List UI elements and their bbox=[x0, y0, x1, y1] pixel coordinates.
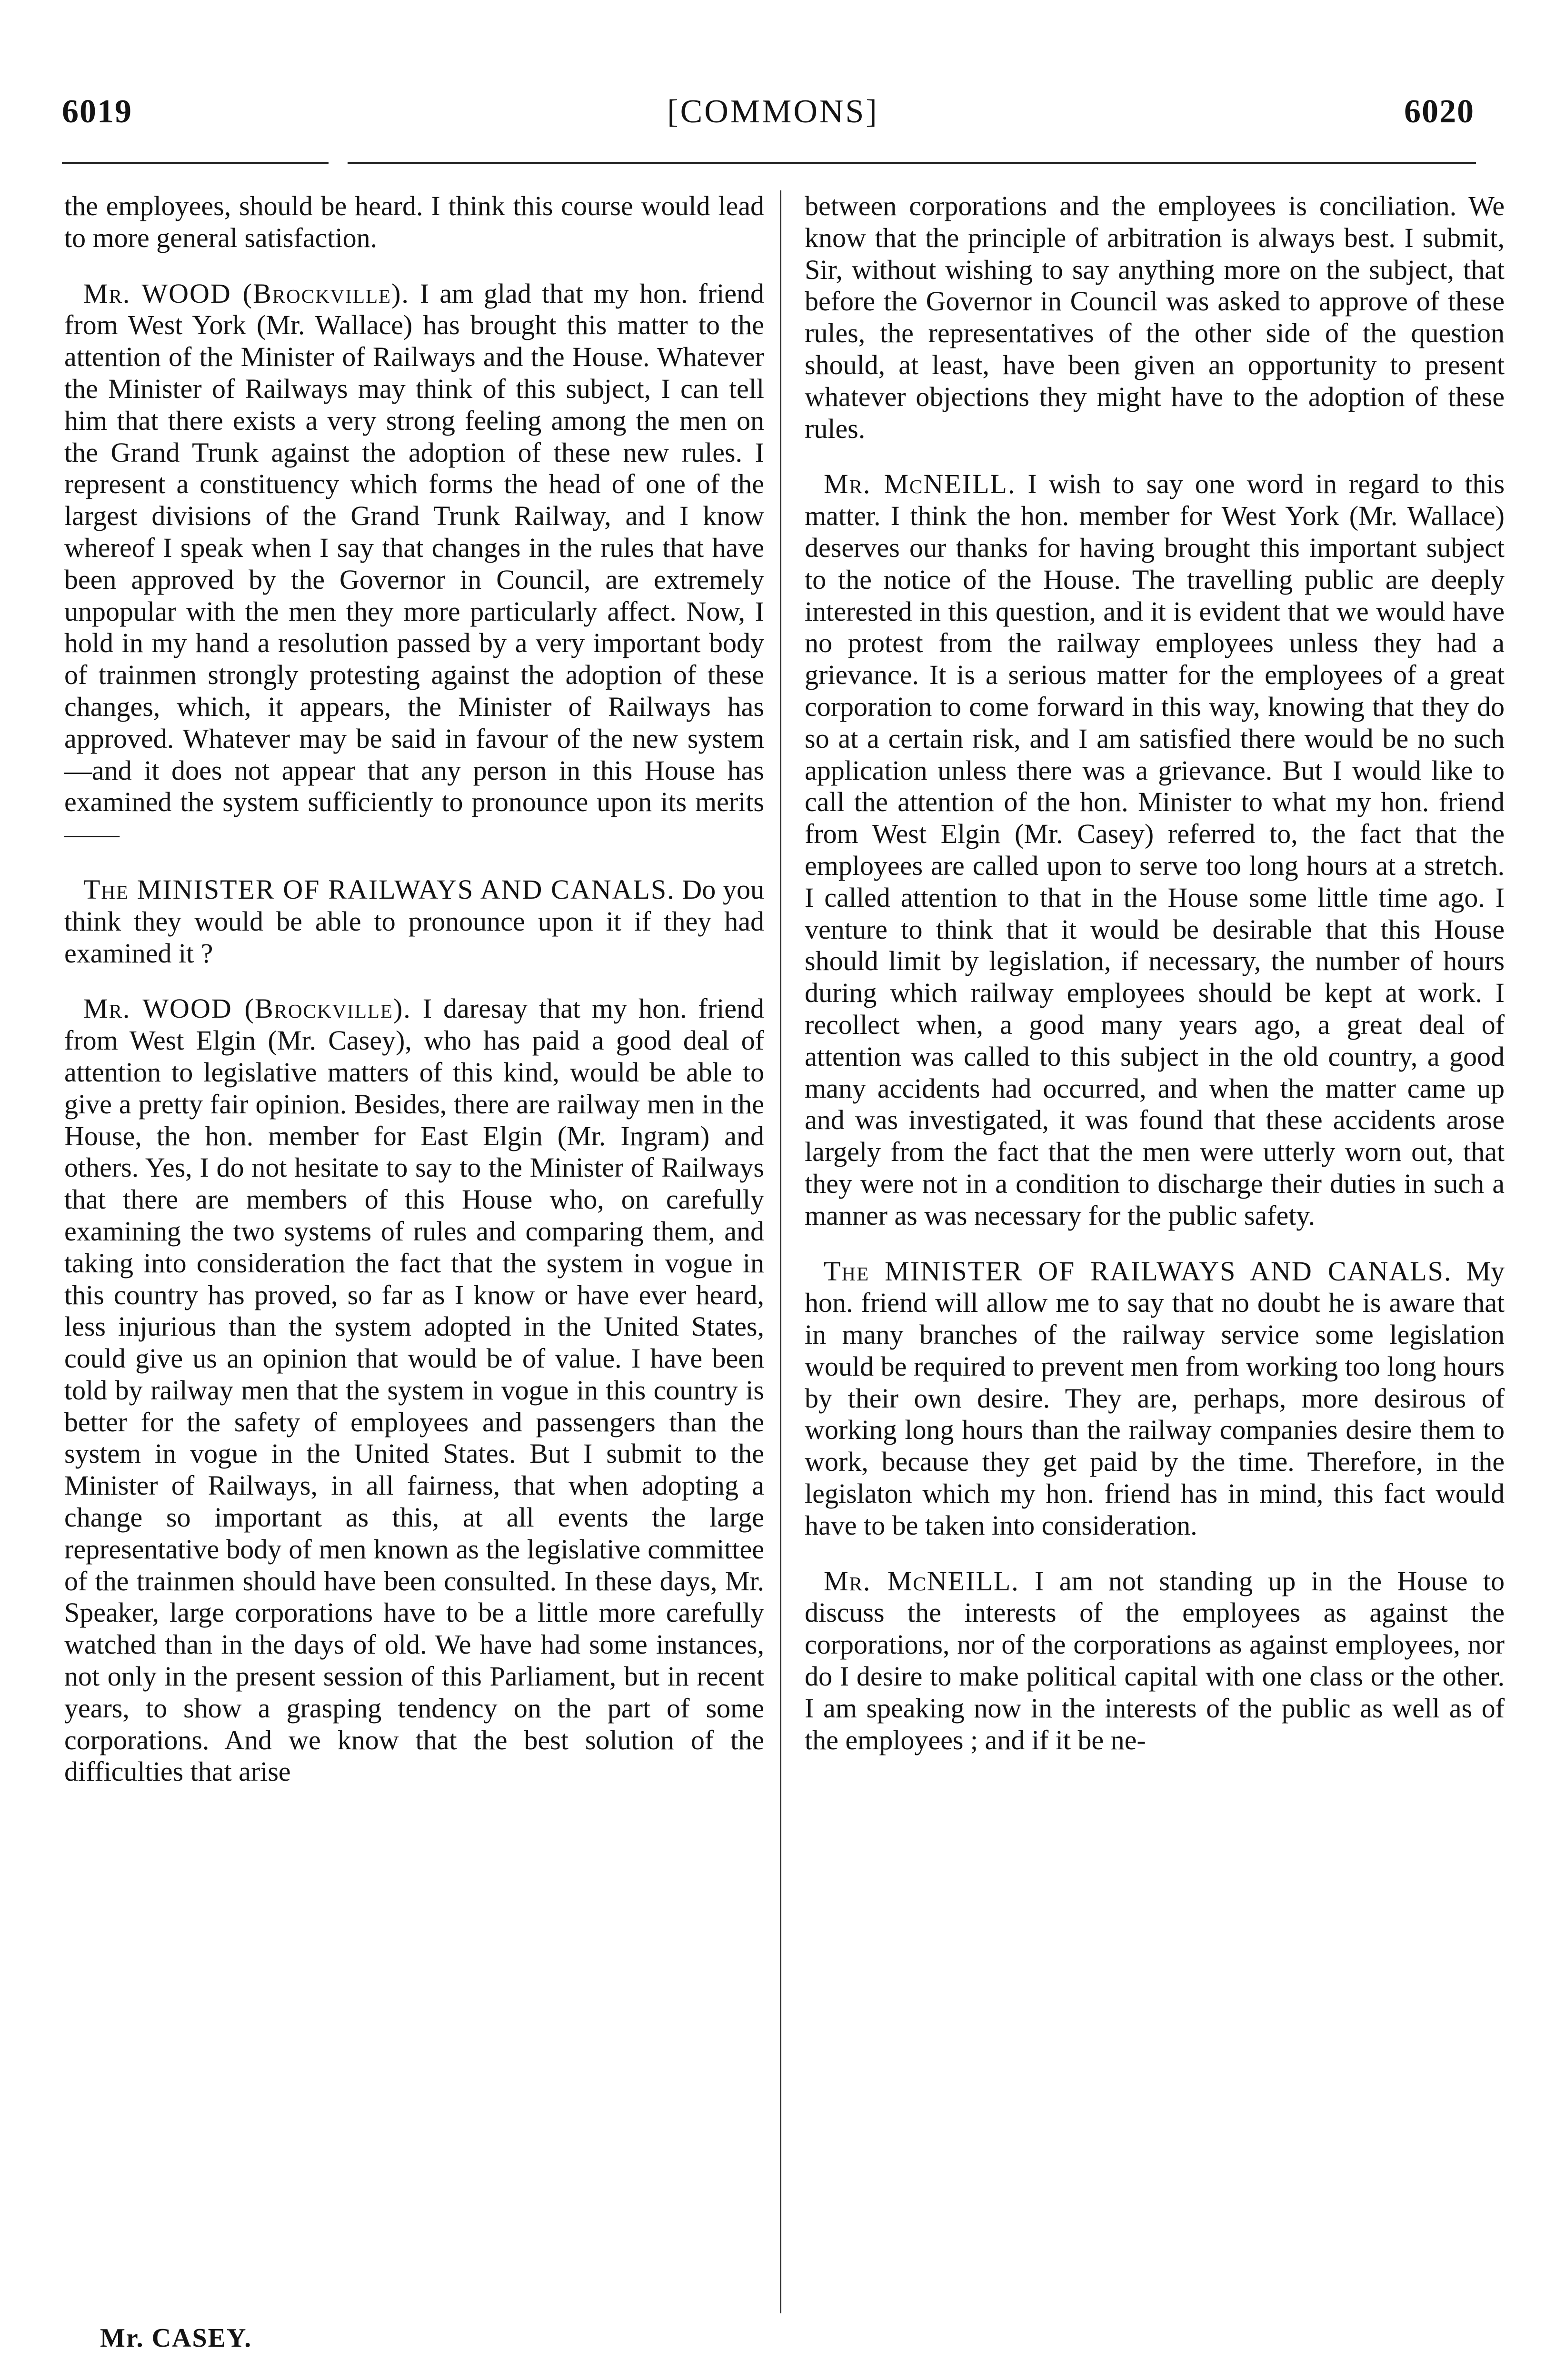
speaker-name: Mr. WOOD (Brockville). bbox=[83, 278, 409, 309]
paragraph bbox=[64, 190, 764, 254]
paragraph bbox=[805, 1256, 1505, 1542]
paragraph bbox=[64, 278, 764, 850]
header-rule-left bbox=[62, 162, 329, 164]
speaker-name: Mr. McNEILL. bbox=[824, 468, 1016, 500]
paragraph-text: the employees, should be heard. I think this course would lead to more general satisfaction. bbox=[64, 190, 764, 253]
running-head: [COMMONS] bbox=[667, 93, 879, 130]
right-column bbox=[805, 190, 1505, 1780]
speaker-name: Mr. WOOD (Brockville). bbox=[83, 993, 411, 1024]
paragraph bbox=[64, 874, 764, 969]
paragraph-text: between corporations and the employees is conciliation. We know that the principle of arbitration is always best. I submit, Sir, without wishing to say anything more on the subject, that before the Governor in Council was asked to approve of these rules, the representatives of the other side of the question should, at least, have been given an opportunity to present whatever objections they might have to the adoption of these rules. bbox=[805, 190, 1505, 444]
speaker-name: The MINISTER OF RAILWAYS AND CANALS. bbox=[83, 873, 675, 905]
paragraph-text: My hon. friend will allow me to say that no doubt he is aware that in many branches of the railway service some legislation would be required to prevent men from working too long hours by their own desire. They are, perhaps, more desirous of working long hours than the railway companies desire them to work, because they get paid by the time. Therefore, in the legislaton which my hon. friend has in mind, this fact would have to be taken into consideration. bbox=[805, 1255, 1505, 1541]
paragraph bbox=[805, 1566, 1505, 1756]
speaker-name: Mr. McNEILL. bbox=[824, 1565, 1019, 1597]
page-number-right: 6020 bbox=[1404, 93, 1475, 130]
page-header bbox=[0, 93, 1546, 136]
speaker-name: The MINISTER OF RAILWAYS AND CANALS. bbox=[824, 1255, 1452, 1287]
footer-speaker: Mr. CASEY. bbox=[100, 2323, 252, 2353]
paragraph bbox=[64, 993, 764, 1788]
paragraph-text: I am glad that my hon. friend from West York (Mr. Wallace) has brought this matter to the attention of the Minister of Railways and the House. Whatever the Minister of Railways may think of this subject, I can tell him that there exists a very strong feeling among the men on the Grand Trunk against the adoption of these new rules. I represent a constituency which forms the head of one of the largest divisions of the Grand Trunk Railway, and I know whereof I speak when I say that changes in the rules that have been approved by the Governor in Council, are extremely unpopular with the men they more particularly affect. Now, I hold in my hand a resolution passed by a very important body of trainmen strongly protesting against the adoption of these changes, which, it appears, the Minister of Railways has approved. Whatever may be said in favour of the new system—and it does not appear that any person in this House has examined the system sufficiently to pronounce upon its merits—— bbox=[64, 278, 764, 850]
column-divider bbox=[780, 190, 781, 2313]
paragraph-text: I am not standing up in the House to discuss the interests of the employees as against the corporations, nor of the corporations as against employees, nor do I desire to make political capital with one class or the other. I am speaking now in the interests of the public as well as of the employees ; and if it be ne- bbox=[805, 1565, 1505, 1755]
paragraph bbox=[805, 468, 1505, 1231]
left-column bbox=[64, 190, 764, 1812]
paragraph-text: Do you think they would be able to pronounce upon it if they had examined it ? bbox=[64, 873, 765, 969]
paragraph bbox=[805, 190, 1505, 445]
paragraph-text: I daresay that my hon. friend from West Elgin (Mr. Casey), who has paid a good deal of attention to legislative matters of this kind, would be able to give a pretty fair opinion. Besides, there are railway men in the House, the hon. member for East Elgin (Mr. Ingram) and others. Yes, I do not hesitate to say to the Minister of Railways that there are members of this House who, on carefully examining the two systems of rules and comparing them, and taking into consideration the fact that the system in vogue in this country has proved, so far as I know or have ever heard, less injurious than the system adopted in the United States, could give us an opinion that would be of value. I have been told by railway men that the system in vogue in this country is better for the safety of employees and passengers than the system in vogue in the United States. But I submit to the Minister of Railways, in all fairness, that when adopting a change so important as this, at all events the large representative body of men known as the legislative committee of the trainmen should have been consulted. In these days, Mr. Speaker, large corporations have to be a little more carefully watched than in the days of old. We have had some instances, not only in the present session of this Parliament, but in recent years, to show a grasping tendency on the part of some corporations. And we know that the best solution of the difficulties that arise bbox=[64, 993, 764, 1787]
header-rule-right bbox=[348, 162, 1476, 164]
paragraph-text: I wish to say one word in regard to this matter. I think the hon. member for West York (Mr. Wallace) deserves our thanks for having brought this important subject to the notice of the House. The travelling public are deeply interested in this question, and it is evident that we would have no protest from the railway employees unless they had a grievance. It is a serious matter for the employees of a great corporation to come forward in this way, knowing that they do so at a certain risk, and I am satisfied there would be no such application unless there was a grievance. But I would like to call the attention of the hon. Minister to what my hon. friend from West Elgin (Mr. Casey) referred to, the fact that the employees are called upon to serve too long hours at a stretch. I called attention to that in the House some little time ago. I venture to think that it would be desirable that this House should limit by legislation, if necessary, the number of hours during which railway employees should be kept at work. I recollect when, a good many years ago, a great deal of attention was called to this subject in the old country, a good many accidents had occurred, and when the matter came up and was investigated, it was found that these accidents arose largely from the fact that the men were utterly worn out, that they were not in a condition to discharge their duties in such a manner as was necessary for the public safety. bbox=[805, 468, 1505, 1231]
page-number-left: 6019 bbox=[62, 93, 132, 130]
